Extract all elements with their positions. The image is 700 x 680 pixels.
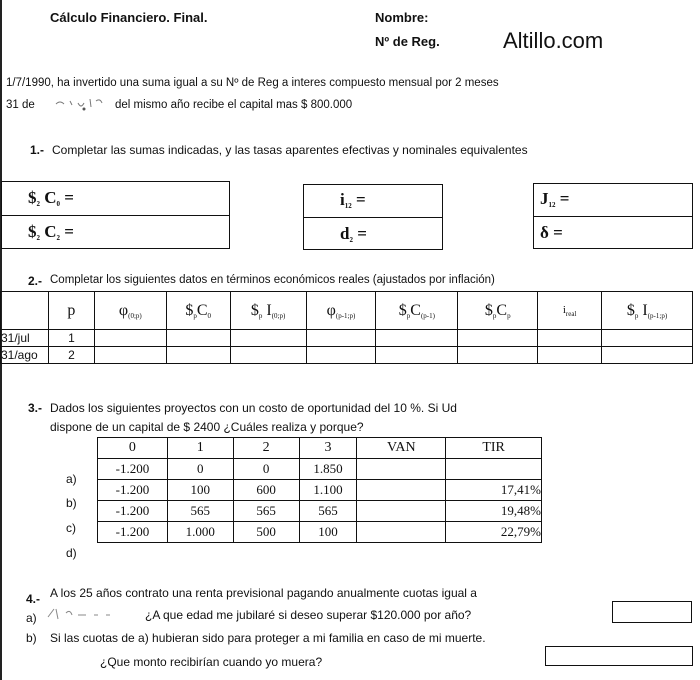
q2-header-row <box>1 292 693 330</box>
table-cell[interactable] <box>166 330 230 347</box>
q1-rate-divider <box>303 217 443 218</box>
q2-header-cp: $\$_pC_p$ <box>458 292 538 330</box>
table-cell[interactable] <box>602 347 693 364</box>
exam-title: Cálculo Financiero. Final. <box>50 10 208 25</box>
table-row <box>98 501 542 522</box>
q3-b-3: 1.100 <box>299 480 357 501</box>
q3-label-a: a) <box>66 472 77 486</box>
q3-line-1: Dados los siguientes proyectos con un costo de oportunidad del 10 %. Si Ud <box>50 401 457 415</box>
field-delta[interactable]: δ = <box>540 223 563 242</box>
q2-header-cp1: $\$_pC_{(p-1)}$ <box>376 292 458 330</box>
smudged-handwriting <box>52 95 110 113</box>
q3-header-tir: TIR <box>446 438 542 459</box>
q4-a-text: ¿A que edad me jubilaré si deseo superar $120.000 por año? <box>145 608 472 622</box>
field-c2[interactable]: $\$_2$ $C_2$ = <box>28 222 74 242</box>
q4-b-label: b) <box>26 631 37 645</box>
q3-a-1: 0 <box>167 459 233 480</box>
q3-table <box>97 437 542 543</box>
q3-c-3: 565 <box>299 501 357 522</box>
q4-b-text-2: ¿Que monto recibirían cuando yo muera? <box>100 655 323 669</box>
q3-b-2: 600 <box>233 480 299 501</box>
q1-nominal-divider <box>533 216 693 217</box>
table-cell[interactable] <box>94 347 166 364</box>
reg-label: Nº de Reg. <box>375 34 440 49</box>
table-cell[interactable] <box>376 347 458 364</box>
table-cell[interactable] <box>230 347 306 364</box>
intro-line-2-start: 31 de <box>6 99 35 111</box>
q3-header-1: 1 <box>167 438 233 459</box>
field-d[interactable]: $d_2$ = <box>340 224 367 244</box>
q1-text: Completar las sumas indicadas, y las tasas aparentes efectivas y nominales equivalentes <box>52 143 528 157</box>
q2-header-phi-p1p: $\varphi_{(p-1;p)}$ <box>306 292 376 330</box>
table-row <box>98 522 542 543</box>
q3-d-3: 100 <box>299 522 357 543</box>
q2-row1-date: 31/jul <box>1 330 49 347</box>
q2-number: 2.- <box>28 274 43 288</box>
field-j[interactable]: $J_{12}$ = <box>540 189 570 209</box>
q3-label-b: b) <box>66 496 77 510</box>
q4-number: 4.- <box>26 592 41 606</box>
table-row <box>1 347 693 364</box>
q1-number: 1.- <box>30 143 45 157</box>
q2-row2-p: 2 <box>48 347 94 364</box>
q3-line-2: dispone de un capital de $ 2400 ¿Cuáles realiza y porque? <box>50 420 364 434</box>
q1-capital-divider <box>1 215 230 216</box>
q2-header-phi-0p: $\varphi_{(0;p)}$ <box>94 292 166 330</box>
table-cell[interactable] <box>230 330 306 347</box>
q4-line-1: A los 25 años contrato una renta previsional pagando anualmente cuotas igual a <box>50 586 477 600</box>
table-row <box>98 459 542 480</box>
table-cell[interactable] <box>166 347 230 364</box>
q4-b-answer-box[interactable] <box>545 646 693 666</box>
q3-c-tir: 19,48% <box>446 501 542 522</box>
q3-b-tir: 17,41% <box>446 480 542 501</box>
field-i[interactable]: $i_{12}$ = <box>340 190 366 210</box>
q3-d-1: 1.000 <box>167 522 233 543</box>
q3-c-2: 565 <box>233 501 299 522</box>
q2-header-c0: $\$_pC_0$ <box>166 292 230 330</box>
q3-c-0: -1.200 <box>98 501 168 522</box>
q3-a-van[interactable] <box>357 459 446 480</box>
table-cell[interactable] <box>602 330 693 347</box>
smudged-handwriting <box>44 605 140 623</box>
table-cell[interactable] <box>306 347 376 364</box>
name-label: Nombre: <box>375 10 429 25</box>
table-cell[interactable] <box>94 330 166 347</box>
q3-header-3: 3 <box>299 438 357 459</box>
table-cell[interactable] <box>538 330 602 347</box>
q3-header-2: 2 <box>233 438 299 459</box>
q2-row1-p: 1 <box>48 330 94 347</box>
q4-a-label: a) <box>26 611 37 625</box>
q2-header-p: p <box>48 292 94 330</box>
q2-text: Completar los siguientes datos en términos económicos reales (ajustados por inflación) <box>50 274 495 286</box>
q3-a-tir[interactable] <box>446 459 542 480</box>
q2-table <box>0 291 693 364</box>
q3-d-tir: 22,79% <box>446 522 542 543</box>
q2-header-ip1p: $\$_p$ $I_{(p-1;p)}$ <box>602 292 693 330</box>
table-cell[interactable] <box>306 330 376 347</box>
table-cell[interactable] <box>538 347 602 364</box>
q3-number: 3.- <box>28 401 43 415</box>
q3-a-3: 1.850 <box>299 459 357 480</box>
intro-line-2-end: del mismo año recibe el capital mas $ 800.000 <box>115 99 353 111</box>
q3-a-0: -1.200 <box>98 459 168 480</box>
table-cell[interactable] <box>458 347 538 364</box>
q3-c-van[interactable] <box>357 501 446 522</box>
q3-header-van: VAN <box>357 438 446 459</box>
q4-b-text: Si las cuotas de a) hubieran sido para proteger a mi familia en caso de mi muerte. <box>50 631 486 645</box>
q3-d-2: 500 <box>233 522 299 543</box>
q3-c-1: 565 <box>167 501 233 522</box>
q2-header-date <box>1 292 49 330</box>
q3-a-2: 0 <box>233 459 299 480</box>
q3-label-c: c) <box>66 521 76 535</box>
q2-header-ireal: $i_{real}$ <box>538 292 602 330</box>
q3-b-van[interactable] <box>357 480 446 501</box>
q4-a-answer-box[interactable] <box>612 601 692 623</box>
q2-row2-date: 31/ago <box>1 347 49 364</box>
intro-line-1: 1/7/1990, ha invertido una suma igual a su Nº de Reg a interes compuesto mensual por 2 meses <box>6 77 499 89</box>
table-row <box>1 330 693 347</box>
field-c0[interactable]: $\$_2$ $C_0$ = <box>28 188 74 208</box>
q3-header-0: 0 <box>98 438 168 459</box>
q3-d-van[interactable] <box>357 522 446 543</box>
watermark: Altillo.com <box>503 28 604 53</box>
q3-b-0: -1.200 <box>98 480 168 501</box>
q3-label-d: d) <box>66 546 77 560</box>
table-row <box>98 480 542 501</box>
q3-d-0: -1.200 <box>98 522 168 543</box>
table-cell[interactable] <box>376 330 458 347</box>
q3-b-1: 100 <box>167 480 233 501</box>
q2-header-i0p: $\$_p$ $I_{(0;p)}$ <box>230 292 306 330</box>
q3-header-row <box>98 438 542 459</box>
table-cell[interactable] <box>458 330 538 347</box>
